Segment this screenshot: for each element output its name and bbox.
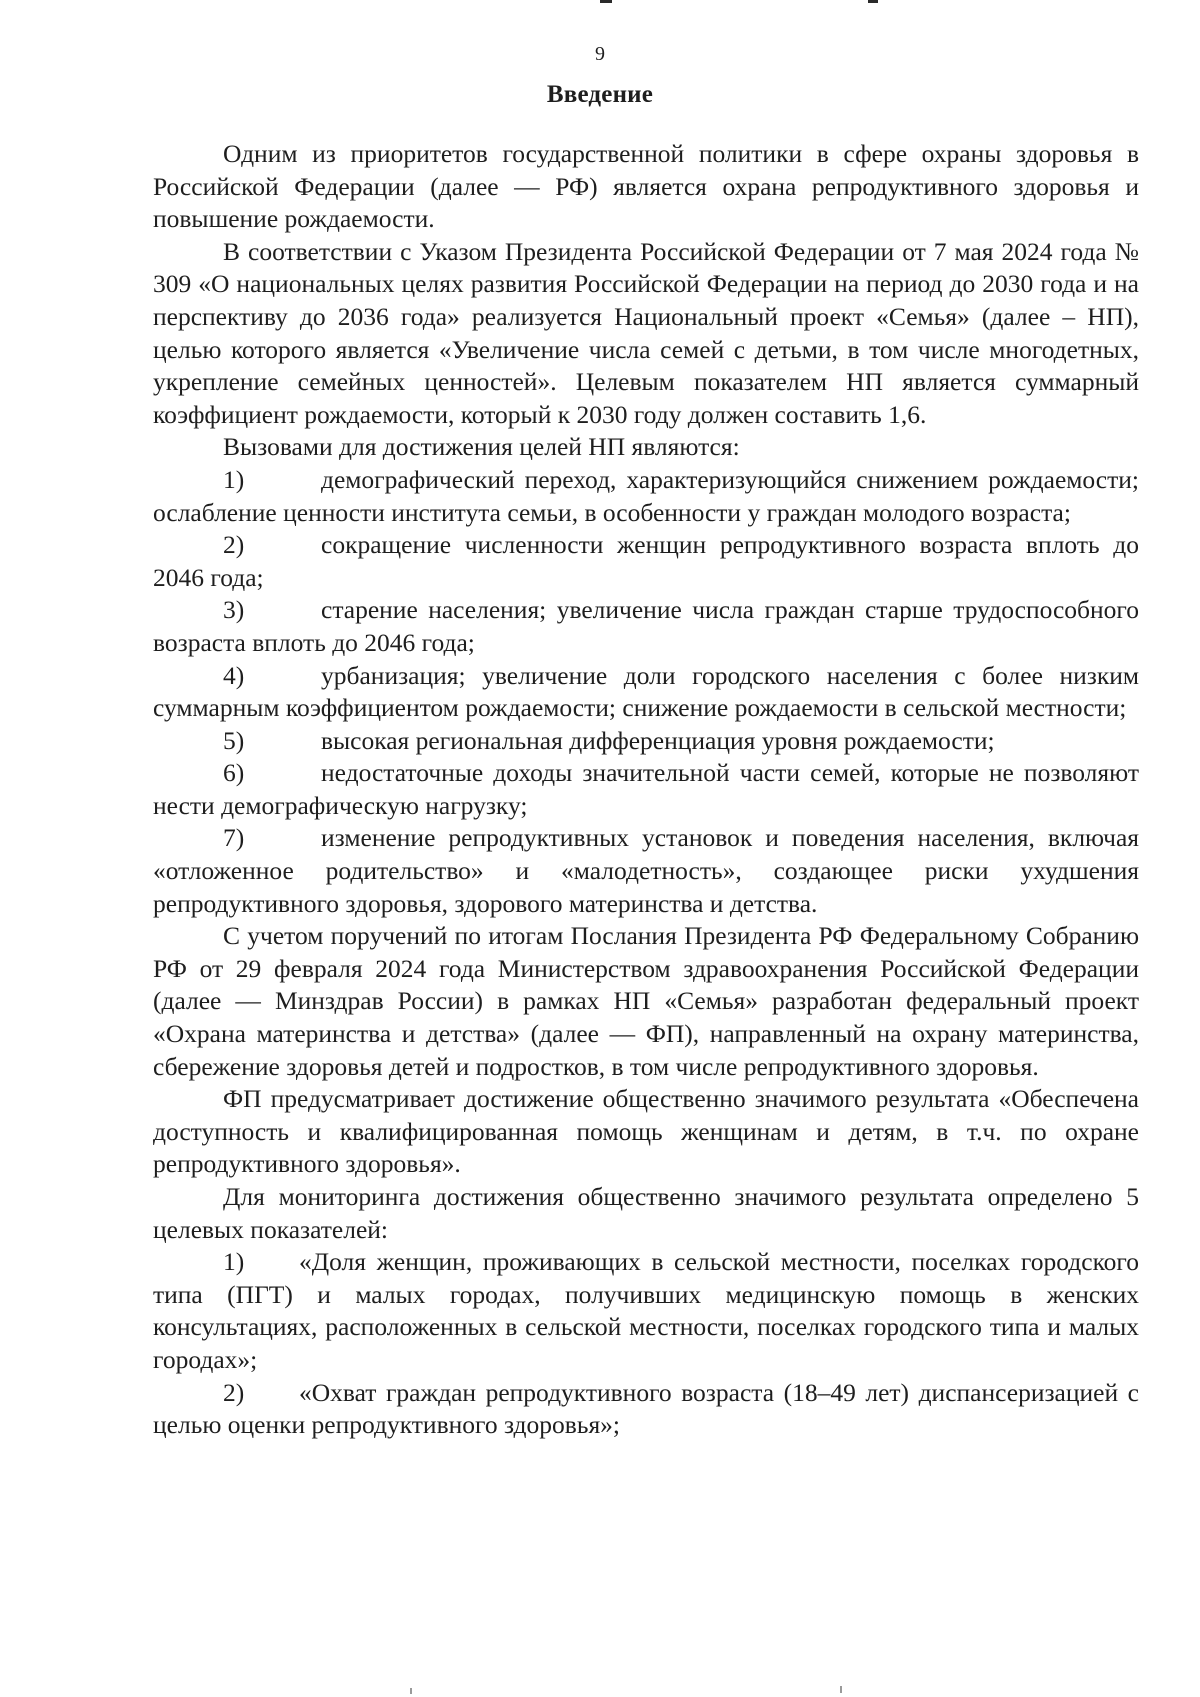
scan-artifact <box>600 0 612 3</box>
list-item-number: 7) <box>223 823 245 853</box>
list-item-text: недостаточные доходы значительной части семей, которые не позволяют нести демографическую нагрузку; <box>153 758 1139 820</box>
document-body <box>153 138 1139 1442</box>
list-item <box>153 725 1139 758</box>
list-item <box>153 1377 1139 1442</box>
list-item <box>153 822 1139 920</box>
list-item-number: 1) <box>223 1247 245 1277</box>
list-item-number: 6) <box>223 758 245 788</box>
list-item <box>153 757 1139 822</box>
list-item-number: 2) <box>223 1377 245 1407</box>
list-item-number: 5) <box>223 725 245 755</box>
list-item-text: высокая региональная дифференциация уровня рождаемости; <box>321 725 995 755</box>
paragraph: В соответствии с Указом Президента Российской Федерации от 7 мая 2024 года № 309 «О национальных целях развития Российской Федерации на период до 2030 года и на перспективу до 2036 года» реализуется Национальный проект «Семья» (далее – НП), целью которого является «Увеличение числа семей с детьми, в том числе многодетных, укрепление семейных ценностей». Целевым показателем НП является суммарный коэффициент рождаемости, который к 2030 году должен составить 1,6. <box>153 236 1139 429</box>
list-item-number: 2) <box>223 530 245 560</box>
list-item-number: 1) <box>223 464 245 494</box>
list-item-text: изменение репродуктивных установок и поведения населения, включая «отложенное родительство» и «малодетность», создающее риски ухудшения репродуктивного здоровья, здорового материнства и детства. <box>153 823 1139 918</box>
list-item <box>153 594 1139 659</box>
list-item-text: «Доля женщин, проживающих в сельской местности, поселках городского типа (ПГТ) и малых городах, получивших медицинскую помощь в женских консультациях, расположенных в сельской местности, поселках городского типа и малых городах»; <box>153 1247 1139 1374</box>
paragraph: С учетом поручений по итогам Послания Президента РФ Федеральному Собранию РФ от 29 февраля 2024 года Министерством здравоохранения Российской Федерации (далее — Минздрав России) в рамках НП «Семья» разработан федеральный проект «Охрана материнства и детства» (далее — ФП), направленный на охрану материнства, сбережение здоровья детей и подростков, в том числе репродуктивного здоровья. <box>153 921 1139 1081</box>
list-item-text: старение населения; увеличение числа граждан старше трудоспособного возраста вплоть до 2046 года; <box>153 595 1139 657</box>
section-heading: Введение <box>546 81 654 108</box>
list-item <box>153 464 1139 529</box>
paragraph: Одним из приоритетов государственной политики в сфере охраны здоровья в Российской Федерации (далее — РФ) является охрана репродуктивного здоровья и повышение рождаемости. <box>153 139 1139 234</box>
list-item <box>153 529 1139 594</box>
scan-artifact <box>840 1686 842 1693</box>
paragraph: Вызовами для достижения целей НП являются: <box>223 432 740 462</box>
page-number: 9 <box>595 43 605 65</box>
scan-artifact <box>410 1688 412 1694</box>
paragraph: Для мониторинга достижения общественно значимого результата определено 5 целевых показателей: <box>153 1182 1139 1244</box>
list-item <box>153 660 1139 725</box>
list-item-number: 3) <box>223 595 245 625</box>
list-item-text: демографический переход, характеризующийся снижением рождаемости; ослабление ценности института семьи, в особенности у граждан молодого возраста; <box>153 464 1139 527</box>
scan-artifact <box>868 0 878 3</box>
list-item-text: сокращение численности женщин репродуктивного возраста вплоть до 2046 года; <box>153 530 1139 592</box>
list-item-text: урбанизация; увеличение доли городского населения с более низким суммарным коэффициентом рождаемости; снижение рождаемости в сельской местности; <box>153 660 1139 723</box>
list-item-text: «Охват граждан репродуктивного возраста (18–49 лет) диспансеризацией с целью оценки репродуктивного здоровья»; <box>153 1377 1139 1440</box>
list-item-number: 4) <box>223 660 245 690</box>
list-item <box>153 1246 1139 1376</box>
paragraph: ФП предусматривает достижение общественно значимого результата «Обеспечена доступность и квалифицированная помощь женщинам и детям, в т.ч. по охране репродуктивного здоровья». <box>153 1084 1139 1179</box>
